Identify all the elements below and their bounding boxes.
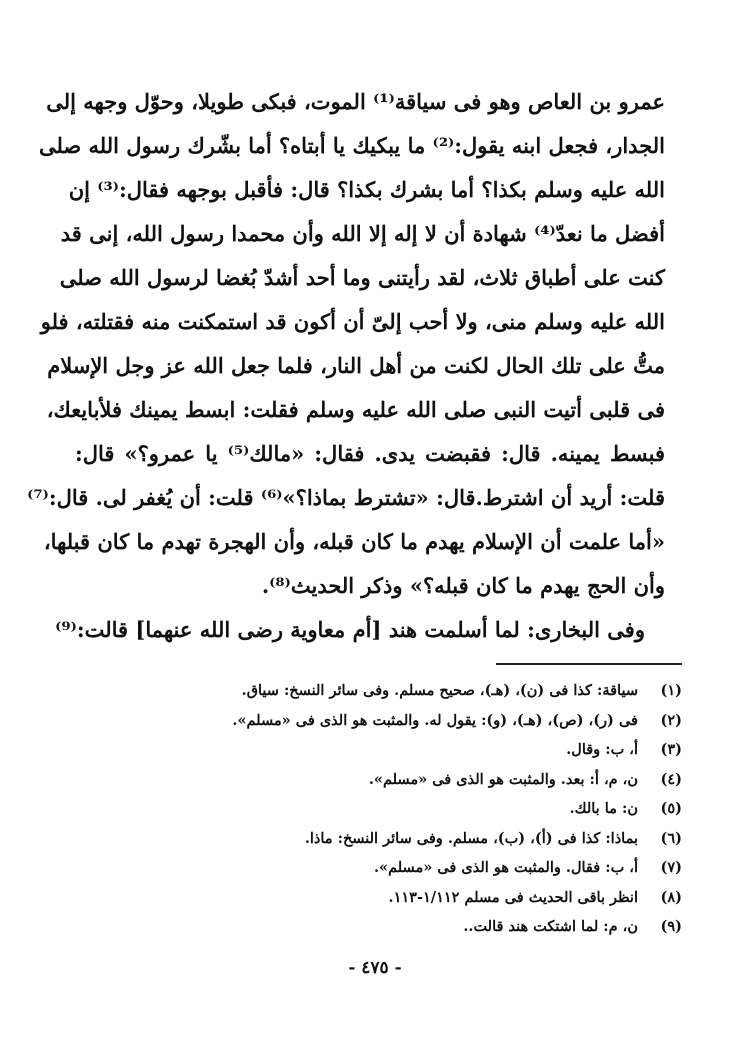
footnote [122,853,682,883]
footnote-number: (٩) [660,918,682,935]
text-line: الله عليه وسلم بكذا؟ أما بشرك بكذا؟ قال: فأقبل بوجهه فقال:⁽³⁾ إن [68,177,665,202]
footnote-separator [496,663,682,665]
footnote-number: (٣) [660,741,682,758]
footnote-number: (١) [660,682,682,699]
text-line: فبسط يمينه. قال: فقبضت يدى. فقال: «مالك⁽⁵⁾ يا عمرو؟» قال: [75,441,665,466]
footnotes [122,676,682,942]
footnote [122,912,682,942]
footnote-text: ن: ما بالك. [569,800,638,817]
footnote-number: (٤) [660,770,682,788]
footnote-number: (٥) [660,800,682,817]
text-line: «أما علمت أن الإسلام يهدم ما كان قبله، وأن الهجرة تهدم ما كان قبلها، [43,529,665,554]
text-line: فى قلبى أتيت النبى صلى الله عليه وسلم فقلت: ابسط يمينك فلأبايعك، [46,397,665,422]
footnote-number: (٢) [660,711,682,729]
footnote [122,794,682,824]
text-line: الجدار، فجعل ابنه يقول:⁽²⁾ ما يبكيك يا أبتاه؟ أما بشّرك رسول الله صلى [38,133,665,158]
text-line: الله عليه وسلم منى، ولا أحب إلىّ أن أكون قد استمكنت منه فقتلته، فلو [40,309,665,334]
page-number: - ٤٧٥ - [348,958,402,978]
footnote-text: أ، ب: فقال. والمثبت هو الذى فى «مسلم». [373,859,638,876]
footnote-text: سياقة: كذا فى (ن)، (هـ)، صحيح مسلم. وفى سائر النسخ: سياق. [241,682,638,699]
footnote-text: انظر باقى الحديث فى مسلم ١/١١٢-١١٣. [388,888,638,906]
text-line: عمرو بن العاص وهو فى سياقة⁽¹⁾ الموت، فبكى طويلا، وحوّل وجهه إلى [46,89,665,114]
footnote-text: ن، م، أ: بعد. والمثبت هو الذى فى «مسلم». [368,770,638,788]
footnote-number: (٧) [660,859,682,876]
footnote-number: (٦) [660,829,682,847]
text-line: وأن الحج يهدم ما كان قبله؟» وذكر الحديث⁽⁸⁾. [261,573,665,598]
footnote-text: بماذا: كذا فى (أ)، (ب)، مسلم. وفى سائر النسخ: ماذا. [304,829,638,847]
footnote-number: (٨) [660,888,682,906]
footnote-text: أ، ب: وقال. [566,741,638,758]
footnote [122,765,682,795]
footnote [122,676,682,706]
footnote-text: ن، م: لما اشتكت هند قالت.. [463,918,638,935]
footnote [122,824,682,854]
footnote-text: فى (ر)، (ص)، (هـ)، (و): يقول له. والمثبت هو الذى فى «مسلم». [232,711,638,729]
text-line: قلت: أريد أن اشترط.قال: «تشترط بماذا؟»⁽⁶⁾ قلت: أن يُغفر لى. قال:⁽⁷⁾ [27,485,665,510]
footnote [122,883,682,913]
main-text [27,80,665,652]
text-line-paragraph-start: وفى البخارى: لما أسلمت هند [أم معاوية رضى الله عنهما] قالت:⁽⁹⁾ [55,617,645,642]
footnote [122,706,682,736]
footnote [122,735,682,765]
text-line: أفضل ما نعدّ⁽⁴⁾ شهادة أن لا إله إلا الله وأن محمدا رسول الله، إنى قد [60,221,665,246]
text-line: كنت على أطباق ثلاث، لقد رأيتنى وما أحد أشدّ بُغضا لرسول الله صلى [59,265,665,290]
text-line: متُّ على تلك الحال لكنت من أهل النار، فلما جعل الله عز وجل الإسلام [47,353,665,378]
